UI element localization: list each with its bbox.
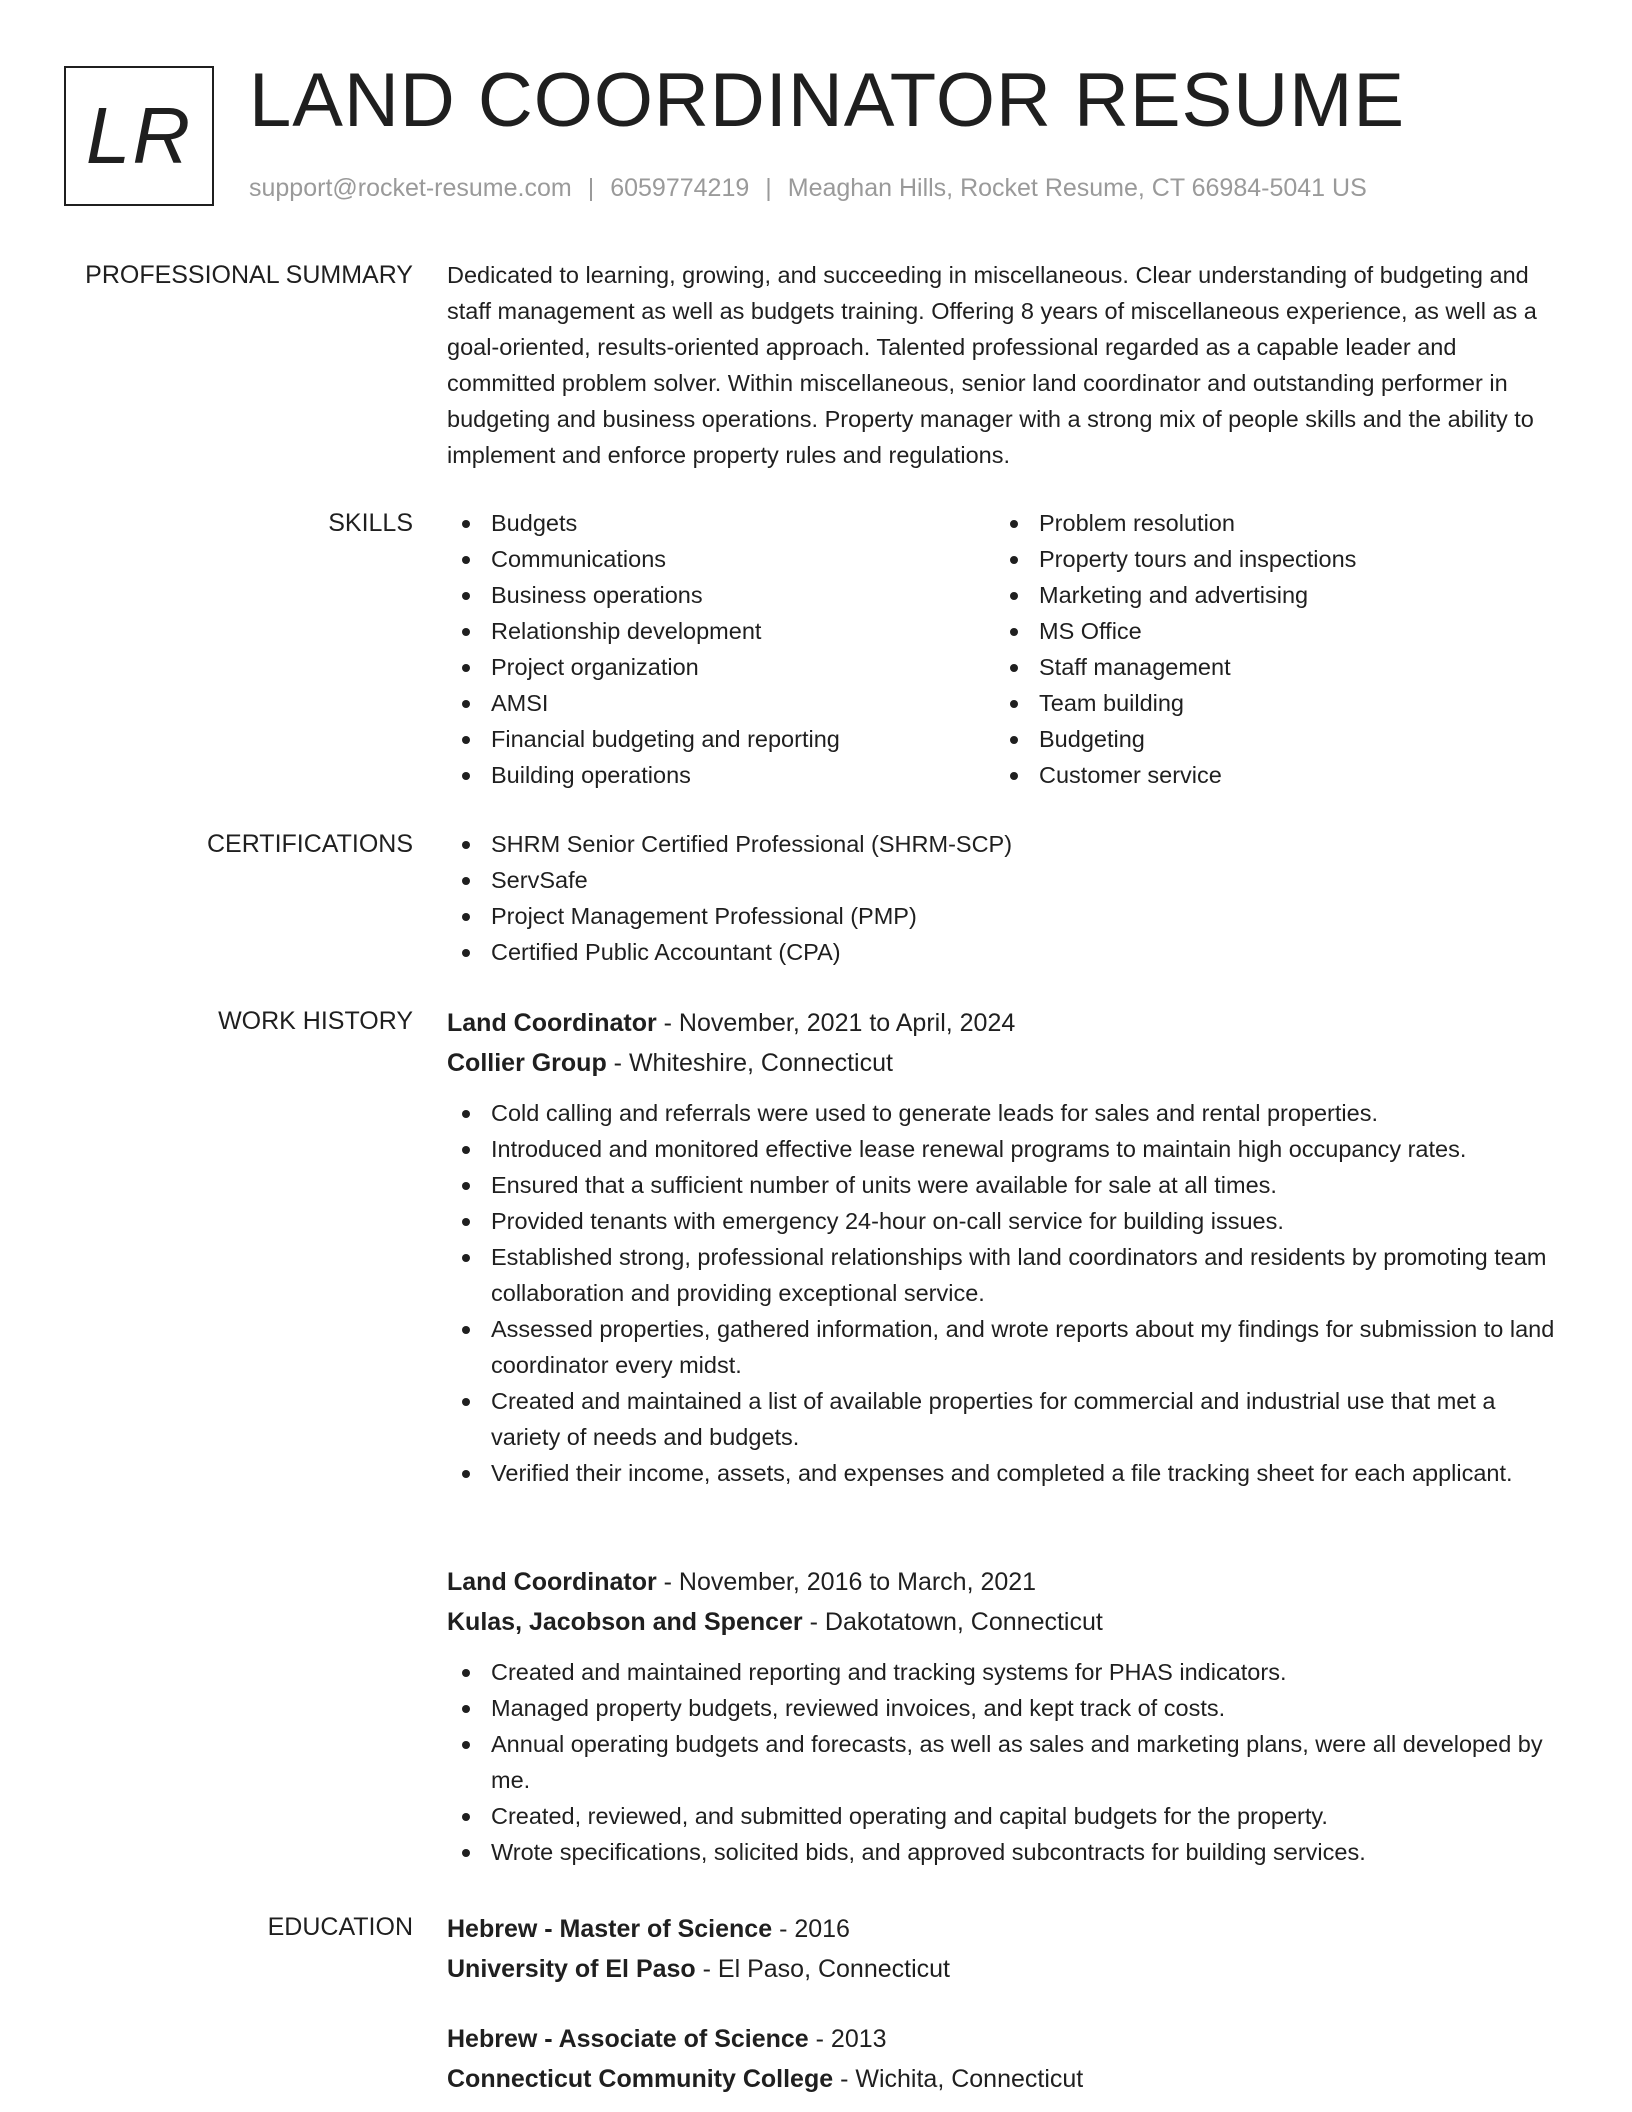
skill-item: Budgets (447, 505, 995, 541)
skill-item: Relationship development (447, 613, 995, 649)
education-degree: Hebrew - Associate of Science (447, 2025, 809, 2053)
skill-item: Property tours and inspections (995, 541, 1543, 577)
job-company-line (447, 1602, 1567, 1642)
skill-item: AMSI (447, 685, 995, 721)
skills-list-left (447, 505, 995, 793)
job-bullet: Ensured that a sufficient number of units were available for sale at all times. (447, 1167, 1567, 1203)
section-label-education: EDUCATION (267, 1913, 413, 1941)
skill-item: Financial budgeting and reporting (447, 721, 995, 757)
monogram-initials: LR (85, 91, 193, 180)
education-school-line (447, 1949, 1567, 1989)
job-company: Kulas, Jacobson and Spencer (447, 1608, 803, 1636)
education-location: - Wichita, Connecticut (833, 2065, 1084, 2093)
job-entry (447, 1003, 1567, 1491)
job-bullet: Managed property budgets, reviewed invoices, and kept track of costs. (447, 1690, 1567, 1726)
skill-item: Marketing and advertising (995, 577, 1543, 613)
contact-phone: 6059774219 (610, 174, 750, 202)
education-year: - 2016 (772, 1915, 850, 1943)
job-title: Land Coordinator (447, 1568, 657, 1596)
education-body (447, 1909, 1567, 2099)
skill-item: Problem resolution (995, 505, 1543, 541)
skill-item: Business operations (447, 577, 995, 613)
skill-item: MS Office (995, 613, 1543, 649)
skills-list-right (995, 505, 1543, 793)
contact-email: support@rocket-resume.com (249, 174, 572, 202)
contact-address: Meaghan Hills, Rocket Resume, CT 66984-5041 US (787, 174, 1367, 202)
contact-line (249, 174, 1367, 203)
job-bullet: Provided tenants with emergency 24-hour on-call service for building issues. (447, 1203, 1567, 1239)
summary-text: Dedicated to learning, growing, and succeeding in miscellaneous. Clear understanding of budgeting and staff management as well as budgets training. Offering 8 years of miscellaneous experience, as well as a goal-oriented, results-oriented approach. Talented professional regarded as a capable leader and committed problem solver. Within miscellaneous, senior land coordinator and outstanding performer in budgeting and business operations. Property manager with a strong mix of people skills and the ability to implement and enforce property rules and regulations. (447, 262, 1537, 468)
skill-item: Staff management (995, 649, 1543, 685)
section-label-skills: SKILLS (328, 509, 413, 537)
certification-item: Certified Public Accountant (CPA) (447, 934, 1567, 970)
job-bullet: Created, reviewed, and submitted operating and capital budgets for the property. (447, 1798, 1567, 1834)
resume-title: LAND COORDINATOR RESUME (249, 58, 1406, 143)
education-entry (447, 2019, 1567, 2099)
job-title: Land Coordinator (447, 1009, 657, 1037)
work-history-body-2 (447, 1562, 1567, 1870)
education-year: - 2013 (808, 2025, 887, 2053)
job-bullet: Created and maintained a list of available properties for commercial and industrial use that met a variety of needs and budgets. (447, 1383, 1567, 1455)
certifications-body (447, 826, 1567, 970)
job-dates: - November, 2016 to March, 2021 (656, 1568, 1037, 1596)
job-bullets (447, 1654, 1567, 1870)
work-history-body (447, 1003, 1567, 1491)
skill-item: Communications (447, 541, 995, 577)
skill-item: Team building (995, 685, 1543, 721)
skill-item: Budgeting (995, 721, 1543, 757)
job-bullet: Cold calling and referrals were used to generate leads for sales and rental properties. (447, 1095, 1567, 1131)
job-bullet: Verified their income, assets, and expenses and completed a file tracking sheet for each applicant. (447, 1455, 1567, 1491)
skill-item: Building operations (447, 757, 995, 793)
job-bullet: Established strong, professional relationships with land coordinators and residents by promoting team collaboration and providing exceptional service. (447, 1239, 1567, 1311)
education-degree-line (447, 2019, 1567, 2059)
certification-item: ServSafe (447, 862, 1567, 898)
education-school: University of El Paso (447, 1955, 696, 1983)
job-dates: - November, 2021 to April, 2024 (656, 1009, 1016, 1037)
job-company-line (447, 1043, 1567, 1083)
certifications-list (447, 826, 1567, 970)
job-location: - Whiteshire, Connecticut (606, 1049, 893, 1077)
education-degree: Hebrew - Master of Science (447, 1915, 773, 1943)
job-company: Collier Group (447, 1049, 607, 1077)
job-location: - Dakotatown, Connecticut (802, 1608, 1103, 1636)
job-bullet: Annual operating budgets and forecasts, as well as sales and marketing plans, were all developed by me. (447, 1726, 1567, 1798)
skill-item: Project organization (447, 649, 995, 685)
job-title-line (447, 1562, 1567, 1602)
job-entry (447, 1562, 1567, 1870)
job-bullet: Wrote specifications, solicited bids, and approved subcontracts for building services. (447, 1834, 1567, 1870)
contact-separator: | (765, 174, 772, 202)
section-label-certifications: CERTIFICATIONS (206, 830, 413, 858)
education-location: - El Paso, Connecticut (695, 1955, 950, 1983)
summary-body (447, 257, 1567, 473)
job-bullet: Introduced and monitored effective lease renewal programs to maintain high occupancy rates. (447, 1131, 1567, 1167)
monogram-box (64, 66, 214, 206)
job-title-line (447, 1003, 1567, 1043)
certification-item: SHRM Senior Certified Professional (SHRM-SCP) (447, 826, 1567, 862)
education-entry (447, 1909, 1567, 1989)
education-school: Connecticut Community College (447, 2065, 834, 2093)
education-spacer (447, 1989, 1567, 2019)
job-bullets (447, 1095, 1567, 1491)
education-school-line (447, 2059, 1567, 2099)
skills-columns (447, 505, 1567, 793)
education-degree-line (447, 1909, 1567, 1949)
job-bullet: Assessed properties, gathered information, and wrote reports about my findings for submission to land coordinator every midst. (447, 1311, 1567, 1383)
job-bullet: Created and maintained reporting and tracking systems for PHAS indicators. (447, 1654, 1567, 1690)
section-label-work-history: WORK HISTORY (218, 1007, 413, 1035)
certification-item: Project Management Professional (PMP) (447, 898, 1567, 934)
skill-item: Customer service (995, 757, 1543, 793)
contact-separator: | (587, 174, 595, 202)
section-label-summary: PROFESSIONAL SUMMARY (85, 261, 413, 289)
